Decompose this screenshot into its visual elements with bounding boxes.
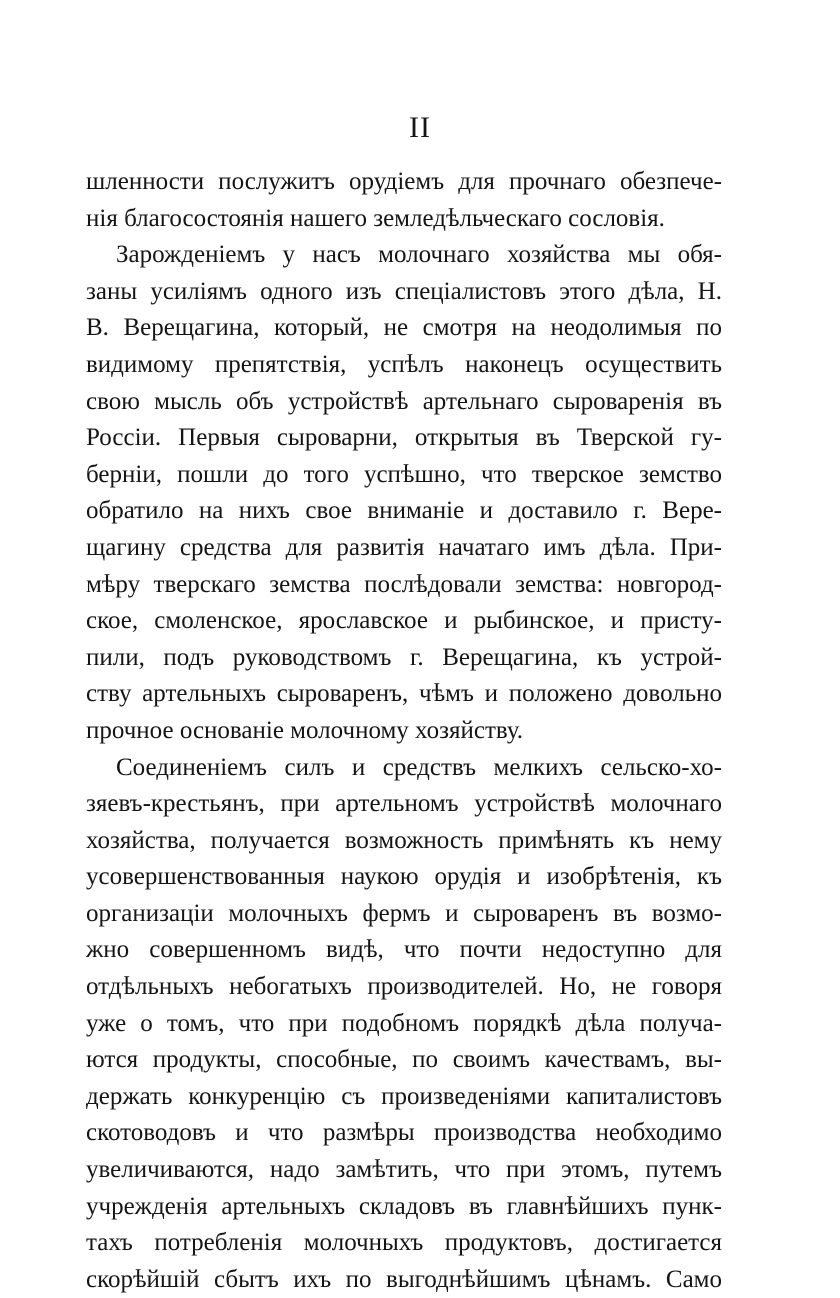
- text-line: увеличиваются, надо замѣтить, что при этомъ, путемъ: [86, 1156, 722, 1184]
- text-line: ское, смоленское, ярославское и рыбинское, и присту-: [86, 607, 722, 635]
- text-line: хозяйства, получается возможность примѣнять къ нему: [86, 826, 722, 854]
- text-line: заны усиліямъ одного изъ спеціалистовъ этого дѣла, Н.: [86, 277, 722, 305]
- text-line: мѣру тверскаго земства послѣдовали земства: новгород-: [86, 570, 722, 598]
- text-line: тахъ потребленія молочныхъ продуктовъ, достигается: [86, 1229, 722, 1257]
- text-line: скорѣйшій сбытъ ихъ по выгоднѣйшимъ цѣнамъ. Само: [86, 1265, 722, 1293]
- text-line: усовершенствованныя наукою орудія и изобрѣтенія, къ: [86, 863, 722, 891]
- text-line: В. Верещагина, который, не смотря на неодолимыя по: [86, 314, 722, 342]
- text-line: Соединеніемъ силъ и средствъ мелкихъ сельско-хо-: [116, 753, 722, 781]
- text-line: зяевъ-крестьянъ, при артельномъ устройствѣ молочнаго: [86, 790, 722, 818]
- text-line: учрежденія артельныхъ складовъ въ главнѣйшихъ пунк-: [86, 1192, 722, 1220]
- text-line: организаціи молочныхъ фермъ и сыроваренъ въ возмо-: [86, 899, 722, 927]
- text-line: ству артельныхъ сыроваренъ, чѣмъ и положено довольно: [86, 680, 722, 708]
- text-line: уже о томъ, что при подобномъ порядкѣ дѣла получа-: [86, 1009, 722, 1037]
- text-line: жно совершенномъ видѣ, что почти недоступно для: [86, 936, 722, 964]
- text-line: берніи, пошли до того успѣшно, что тверское земство: [86, 460, 722, 488]
- body-text: [86, 164, 722, 1298]
- text-line: свою мысль объ устройствѣ артельнаго сыроваренія въ: [86, 387, 722, 415]
- text-line: обратило на нихъ свое вниманіе и доставило г. Вере-: [86, 497, 722, 525]
- text-line: щагину средства для развитія начатаго имъ дѣла. При-: [86, 533, 722, 561]
- text-line: пили, подъ руководствомъ г. Верещагина, къ устрой-: [86, 643, 722, 671]
- text-line: Зарожденіемъ у насъ молочнаго хозяйства мы обя-: [116, 241, 722, 269]
- text-line: Россіи. Первыя сыроварни, открытыя въ Тверской гу-: [86, 424, 722, 452]
- text-line: отдѣльныхъ небогатыхъ производителей. Но, не говоря: [86, 973, 722, 1001]
- text-line: скотоводовъ и что размѣры производства необходимо: [86, 1119, 722, 1147]
- text-line: нія благосостоянія нашего земледѣльческаго сословія.: [86, 204, 665, 232]
- page-number: II: [409, 111, 431, 144]
- text-line: ются продукты, способные, по своимъ качествамъ, вы-: [86, 1046, 722, 1074]
- text-line: шленности послужитъ орудіемъ для прочнаго обезпече-: [86, 168, 722, 195]
- text-line: видимому препятствія, успѣлъ наконецъ осуществить: [86, 350, 722, 378]
- text-line: прочное основаніе молочному хозяйству.: [86, 716, 524, 744]
- text-line: держать конкуренцію съ произведеніями капиталистовъ: [86, 1082, 722, 1110]
